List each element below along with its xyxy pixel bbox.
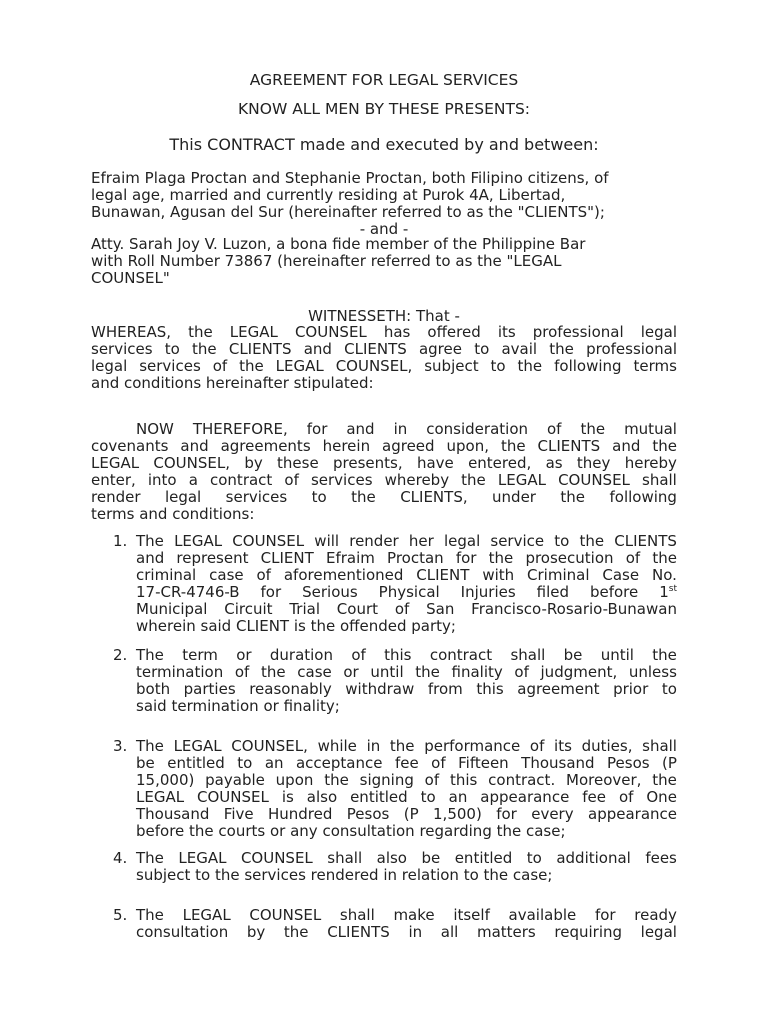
word: shall — [327, 849, 363, 867]
word: agreements — [220, 437, 311, 455]
word: of — [256, 566, 271, 584]
word: to — [490, 357, 506, 375]
word: Hundred — [267, 805, 333, 823]
word: Five — [223, 805, 254, 823]
word: THEREFORE, — [192, 420, 288, 438]
word: offered — [427, 323, 481, 341]
word: contract. — [488, 771, 556, 789]
word: 15,000) — [136, 771, 195, 789]
word: shall — [339, 906, 375, 924]
word: CLIENTS, — [400, 488, 468, 506]
item-line — [136, 789, 677, 806]
word: of — [284, 471, 299, 489]
word: term — [182, 646, 218, 664]
word: also — [306, 788, 338, 806]
item-line — [136, 550, 677, 567]
word: Thousand — [136, 805, 210, 823]
word: also — [376, 849, 407, 867]
word: the — [188, 323, 213, 341]
word: entitled — [350, 788, 408, 806]
word: for — [496, 805, 517, 823]
word: One — [646, 788, 677, 806]
word: judgment, — [540, 663, 618, 681]
word: the — [283, 923, 309, 941]
word: CLIENTS — [327, 923, 390, 941]
word: subject — [424, 357, 479, 375]
word: by — [244, 454, 263, 472]
word: herein — [322, 437, 371, 455]
word: has — [383, 323, 411, 341]
now-therefore-line — [91, 455, 677, 472]
word: its — [497, 323, 516, 341]
word: shall — [642, 471, 677, 489]
word: fee — [394, 754, 419, 772]
word: LEGAL — [229, 323, 278, 341]
item-number: 3. — [113, 737, 128, 755]
word: to — [164, 340, 180, 358]
party2-line: with Roll Number 73867 (hereinafter referred to as the "LEGAL — [91, 252, 562, 270]
word: render — [349, 532, 399, 550]
word: requiring — [554, 923, 623, 941]
word: matters — [476, 923, 536, 941]
word: withdraw — [345, 680, 415, 698]
word: acceptance — [295, 754, 383, 772]
item-line — [136, 850, 677, 867]
word: LEGAL — [174, 532, 223, 550]
word: NOW — [136, 420, 174, 438]
word: be — [136, 754, 155, 772]
word: COUNSEL, — [231, 737, 308, 755]
word: prior — [613, 680, 649, 698]
word: the — [580, 420, 606, 438]
word: CLIENTS — [228, 340, 292, 358]
item-line — [136, 738, 677, 755]
word: of — [529, 737, 545, 755]
word: fee — [582, 788, 606, 806]
word: all — [440, 923, 459, 941]
word: (P — [403, 805, 419, 823]
now-therefore-line — [91, 472, 677, 489]
word: presents, — [333, 454, 403, 472]
word: COUNSEL — [232, 532, 305, 550]
word: professional — [532, 323, 624, 341]
word: her — [408, 532, 434, 550]
word: in — [366, 737, 381, 755]
word: entitled — [454, 849, 513, 867]
word: the — [549, 340, 574, 358]
word: hereby — [624, 454, 677, 472]
word: of — [424, 771, 440, 789]
word: Fifteen — [458, 754, 509, 772]
word: of — [618, 788, 634, 806]
word: with — [482, 566, 515, 584]
word: and — [136, 549, 165, 567]
word: agree — [418, 340, 462, 358]
word: agreement — [517, 680, 600, 698]
word: the — [461, 471, 486, 489]
word: services — [139, 357, 201, 375]
word: reasonably — [249, 680, 332, 698]
word: whereby — [384, 471, 450, 489]
word: 17-CR-4746-B — [136, 583, 240, 601]
word: an — [448, 788, 468, 806]
word: the — [652, 549, 677, 567]
word: of — [431, 754, 446, 772]
word: COUNSEL, — [335, 357, 413, 375]
word: COUNSEL — [197, 788, 269, 806]
word: legal — [443, 532, 481, 550]
word: be — [563, 646, 583, 664]
word: the — [488, 549, 514, 567]
word: appearance — [480, 788, 570, 806]
word: shall — [510, 646, 546, 664]
item-line — [136, 567, 677, 584]
word: of — [234, 663, 250, 681]
word: parties — [183, 680, 236, 698]
word: duties, — [581, 737, 633, 755]
word: LEGAL — [275, 357, 324, 375]
word: Injuries — [460, 583, 516, 601]
word: itself — [453, 906, 490, 924]
item-line — [136, 647, 677, 664]
know-all-men-heading: KNOW ALL MEN BY THESE PRESENTS: — [237, 100, 531, 118]
word: render — [91, 488, 141, 506]
word: its — [554, 737, 572, 755]
word: or — [236, 646, 252, 664]
word: CLIENTS — [614, 532, 677, 550]
party1-line: Bunawan, Agusan del Sur (hereinafter referred to as the "CLIENTS"); — [91, 203, 605, 221]
word: and — [180, 437, 209, 455]
word: Serious — [302, 583, 358, 601]
word: Criminal — [527, 566, 590, 584]
word: the — [239, 357, 264, 375]
word: CLIENT — [416, 566, 470, 584]
word: ready — [634, 906, 677, 924]
whereas-line — [91, 358, 677, 375]
word: duration — [269, 646, 333, 664]
word: Moreover, — [566, 771, 642, 789]
word: the — [652, 437, 677, 455]
item-line — [136, 907, 677, 924]
word: this — [384, 646, 412, 664]
word: professional — [586, 340, 677, 358]
word: additional — [556, 849, 631, 867]
word: and — [612, 437, 641, 455]
word: until — [600, 646, 634, 664]
word: the — [579, 532, 605, 550]
word: make — [393, 906, 435, 924]
item-line — [136, 601, 677, 618]
word: finality — [451, 663, 503, 681]
word: into — [147, 471, 177, 489]
item-line: said termination or finality; — [136, 697, 340, 715]
word: they — [576, 454, 611, 472]
item-line — [136, 772, 677, 789]
word: for — [594, 906, 616, 924]
word: Efraim — [325, 549, 375, 567]
word: LEGAL — [91, 454, 140, 472]
word: criminal — [136, 566, 197, 584]
word: have — [416, 454, 454, 472]
word: COUNSEL — [294, 323, 367, 341]
word: The — [136, 906, 164, 924]
item-number: 5. — [113, 906, 128, 924]
word: of — [351, 646, 366, 664]
now-therefore-line — [91, 438, 677, 455]
word: Pesos — [346, 805, 390, 823]
word: LEGAL — [136, 788, 185, 806]
word: case — [297, 663, 332, 681]
word: upon — [275, 771, 314, 789]
word: signing — [359, 771, 414, 789]
word: Trial — [289, 600, 320, 618]
word: legal — [164, 488, 202, 506]
word: enter, — [91, 471, 136, 489]
item-line: subject to the services rendered in relation to the case; — [136, 866, 553, 884]
word: the — [389, 737, 415, 755]
word: to — [311, 488, 327, 506]
word: termination — [136, 663, 224, 681]
item-number: 4. — [113, 849, 128, 867]
word: aforementioned — [283, 566, 404, 584]
word: following — [554, 357, 622, 375]
word: and — [346, 420, 375, 438]
word: to — [474, 340, 490, 358]
word: 1,500) — [433, 805, 482, 823]
item-line — [136, 924, 677, 941]
word: fees — [645, 849, 677, 867]
word: of — [547, 420, 562, 438]
word: prosecution — [525, 549, 614, 567]
word: the — [560, 488, 586, 506]
and-separator: - and - — [359, 220, 409, 238]
word: under — [492, 488, 536, 506]
word: terms — [633, 357, 677, 375]
party2-line: COUNSEL" — [91, 269, 170, 287]
word: the — [652, 646, 677, 664]
word: the — [324, 771, 349, 789]
word: and — [303, 340, 332, 358]
word: of — [625, 549, 641, 567]
party2-line: Atty. Sarah Joy V. Luzon, a bona fide member of the Philippine Bar — [91, 235, 586, 253]
word: LEGAL — [182, 906, 231, 924]
word: Proctan — [387, 549, 444, 567]
contract-intro-line: This CONTRACT made and executed by and between: — [169, 135, 599, 154]
word: the — [351, 488, 376, 506]
item-number: 1. — [113, 532, 128, 550]
word: while — [317, 737, 357, 755]
word: as — [545, 454, 563, 472]
item-line — [136, 584, 677, 601]
word: CLIENTS — [344, 340, 407, 358]
witnesseth-heading: WITNESSETH: That - — [308, 307, 460, 325]
word: until — [370, 663, 404, 681]
item-line: wherein said CLIENT is the offended party; — [136, 617, 456, 635]
word: in — [408, 923, 423, 941]
word: to — [554, 532, 570, 550]
word: consideration — [426, 420, 529, 438]
word: or — [343, 663, 359, 681]
word: COUNSEL — [240, 849, 313, 867]
word: Thousand — [521, 754, 595, 772]
word: to — [237, 754, 253, 772]
word: appearance — [588, 805, 677, 823]
word: of — [514, 663, 529, 681]
word: LEGAL — [178, 849, 227, 867]
word: No. — [652, 566, 677, 584]
word: Court — [336, 600, 379, 618]
word: represent — [176, 549, 249, 567]
word: the — [652, 771, 677, 789]
word: before — [589, 583, 639, 601]
word: mutual — [624, 420, 677, 438]
word: these — [277, 454, 319, 472]
now-therefore-line — [91, 489, 677, 506]
item-line — [136, 806, 677, 823]
word: services — [91, 340, 153, 358]
word: Municipal — [136, 600, 208, 618]
whereas-line — [91, 341, 677, 358]
word: to — [661, 680, 677, 698]
word: performance — [424, 737, 521, 755]
word: unless — [628, 663, 677, 681]
word: the — [415, 663, 440, 681]
item-number: 2. — [113, 646, 128, 664]
word: of — [394, 600, 410, 618]
whereas-line: and conditions hereinafter stipulated: — [91, 374, 374, 392]
word: the — [192, 340, 217, 358]
word: the — [517, 357, 543, 375]
item-line: before the courts or any consultation regarding the case; — [136, 822, 566, 840]
item-line — [136, 755, 677, 772]
word: an — [264, 754, 284, 772]
word: to — [420, 788, 436, 806]
document-title: AGREEMENT FOR LEGAL SERVICES — [249, 71, 519, 89]
word: entitled — [167, 754, 225, 772]
word: to — [526, 849, 542, 867]
word: will — [314, 532, 340, 550]
item-line — [136, 681, 677, 698]
word: WHEREAS, — [91, 323, 172, 341]
word: a — [188, 471, 198, 489]
ordinal-superscript: st — [668, 584, 677, 594]
word: The — [136, 532, 164, 550]
word: Case — [602, 566, 640, 584]
word: avail — [501, 340, 538, 358]
word: is — [281, 788, 294, 806]
word: covenants — [91, 437, 169, 455]
word: for — [306, 420, 328, 438]
word: for — [455, 549, 477, 567]
word: Francisco-Rosario-Bunawan — [471, 600, 677, 618]
word: this — [449, 771, 478, 789]
item-line — [136, 664, 677, 681]
word: every — [531, 805, 574, 823]
word: The — [136, 849, 164, 867]
word: (P — [662, 754, 677, 772]
word: CLIENTS — [537, 437, 601, 455]
word: The — [136, 646, 164, 664]
party1-line: legal age, married and currently residing at Purok 4A, Libertad, — [91, 186, 566, 204]
word: filed — [536, 583, 569, 601]
word: COUNSEL — [558, 471, 630, 489]
word: agreed — [382, 437, 435, 455]
word: entered, — [468, 454, 532, 472]
word: upon, — [446, 437, 489, 455]
party1-line: Efraim Plaga Proctan and Stephanie Proctan, both Filipino citizens, of — [91, 169, 609, 187]
word: COUNSEL, — [153, 454, 230, 472]
word: contract — [429, 646, 493, 664]
word: legal — [91, 357, 128, 375]
word: LEGAL — [173, 737, 222, 755]
word: service — [490, 532, 545, 550]
word: 1st — [659, 583, 677, 601]
word: legal — [640, 923, 677, 941]
now-therefore-line — [136, 421, 677, 438]
word: COUNSEL — [249, 906, 322, 924]
word: LEGAL — [497, 471, 546, 489]
word: be — [421, 849, 441, 867]
word: for — [260, 583, 282, 601]
word: the — [500, 437, 526, 455]
word: services — [225, 488, 288, 506]
word: available — [508, 906, 577, 924]
word: this — [476, 680, 504, 698]
word: Circuit — [224, 600, 273, 618]
word: following — [609, 488, 677, 506]
item-line — [136, 533, 677, 550]
now-therefore-line: terms and conditions: — [91, 505, 255, 523]
word: consultation — [136, 923, 229, 941]
whereas-line — [91, 324, 677, 341]
word: the — [260, 663, 286, 681]
word: Physical — [378, 583, 440, 601]
word: in — [393, 420, 408, 438]
word: both — [136, 680, 171, 698]
word: contract — [210, 471, 273, 489]
word: CLIENT — [260, 549, 314, 567]
word: legal — [640, 323, 677, 341]
word: of — [212, 357, 228, 375]
word: from — [427, 680, 463, 698]
word: case — [209, 566, 244, 584]
word: services — [310, 471, 373, 489]
word: payable — [205, 771, 265, 789]
word: Pesos — [607, 754, 650, 772]
word: by — [246, 923, 266, 941]
word: shall — [642, 737, 677, 755]
word: The — [136, 737, 164, 755]
word: San — [426, 600, 455, 618]
